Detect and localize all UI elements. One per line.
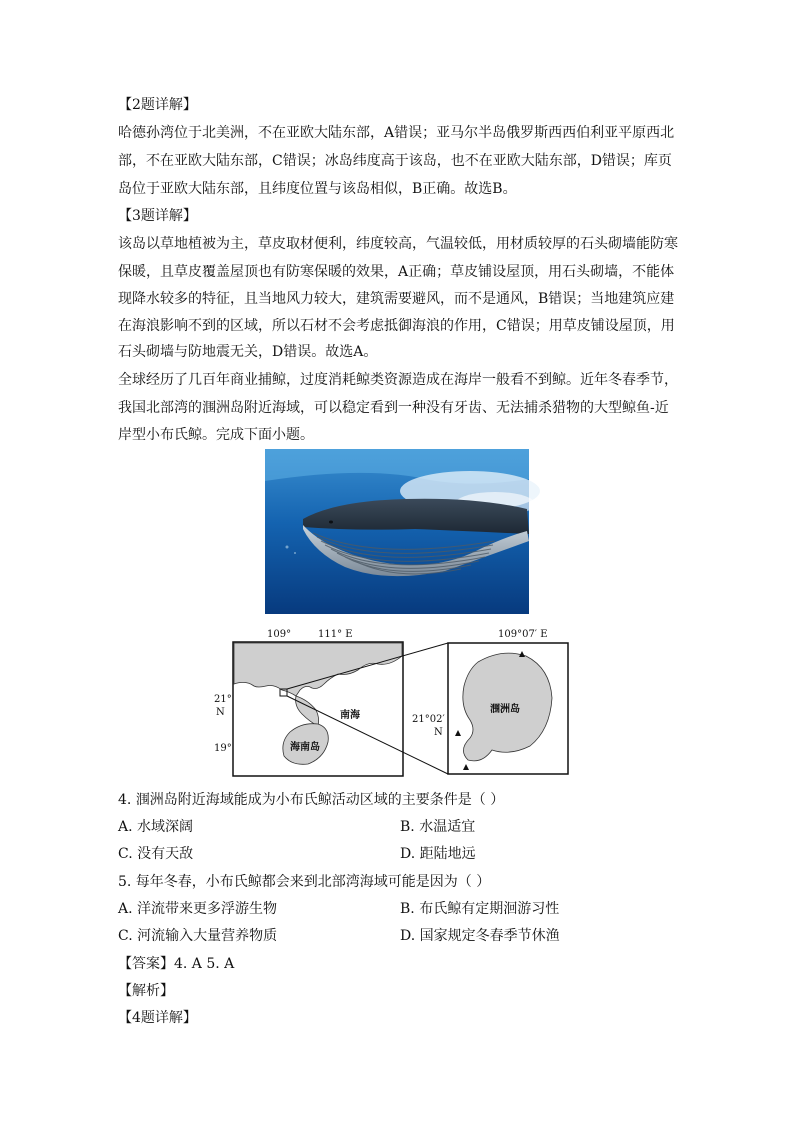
paragraph-line: 现降水较多的特征，且当地风力较大，建筑需要避风，而不是通风，B错误；当地建筑应建: [118, 291, 675, 307]
map-illustration: [214, 626, 570, 778]
section-heading-q3-detail: 【3题详解】: [118, 208, 197, 224]
map-lat-n-label: N: [216, 707, 225, 718]
passage-line: 全球经历了几百年商业捕鲸，过度消耗鲸类资源造成在海岸一般看不到鲸。近年冬春季节，: [118, 372, 678, 388]
whale-photo: [265, 449, 529, 614]
question-5-option-b: B. 布氏鲸有定期洄游习性: [400, 901, 560, 917]
question-5-option-d: D. 国家规定冬春季节休渔: [400, 928, 560, 944]
paragraph-line: 石头砌墙与防地震无关，D错误。故选A。: [118, 344, 378, 360]
map-right-lon-label: 109°07′ E: [498, 629, 548, 640]
hainan-island-label: 海南岛: [290, 742, 320, 753]
question-4-stem: 4. 涠洲岛附近海域能成为小布氏鲸活动区域的主要条件是（ ）: [118, 792, 505, 808]
answer-line: 【答案】4. A 5. A: [118, 956, 235, 972]
paragraph-line: 在海浪影响不到的区域，所以石材不会考虑抵御海浪的作用，C错误；用草皮铺设屋顶，用: [118, 318, 675, 334]
question-4-option-c: C. 没有天敌: [118, 846, 194, 862]
weizhou-island-label: 涠洲岛: [490, 704, 520, 715]
location-map: [214, 626, 570, 778]
question-4-option-d: D. 距陆地远: [400, 846, 476, 862]
passage-line: 我国北部湾的涠洲岛附近海域，可以稳定看到一种没有牙齿、无法捕杀猎物的大型鲸鱼-近: [118, 400, 669, 416]
paragraph-line: 岛位于亚欧大陆东部，且纬度位置与该岛相似，B正确。故选B。: [118, 181, 517, 197]
q4-detail-heading: 【4题详解】: [118, 1010, 197, 1026]
question-4-option-b: B. 水温适宜: [400, 819, 476, 835]
whale-photo-illustration: [265, 449, 529, 614]
map-lon-111-label: 111° E: [318, 629, 353, 640]
nanhai-label: 南海: [340, 710, 360, 721]
map-lat-19-label: 19°: [214, 743, 232, 754]
question-5-option-a: A. 洋流带来更多浮游生物: [118, 901, 278, 917]
passage-line: 岸型小布氏鲸。完成下面小题。: [118, 427, 314, 443]
question-5-stem: 5. 每年冬春，小布氏鲸都会来到北部湾海域可能是因为（ ）: [118, 874, 491, 890]
map-lon-109-label: 109°: [267, 629, 292, 640]
question-5-option-c: C. 河流输入大量营养物质: [118, 928, 278, 944]
map-lat-21-label: 21°: [214, 694, 232, 705]
paragraph-line: 保暖，且草皮覆盖屋顶也有防寒保暖的效果，A正确；草皮铺设屋顶，用石头砌墙，不能体: [118, 264, 675, 280]
paragraph-line: 该岛以草地植被为主，草皮取材便利，纬度较高，气温较低，用材质较厚的石头砌墙能防寒: [118, 236, 678, 252]
analysis-heading: 【解析】: [118, 983, 174, 999]
paragraph-line: 部，不在亚欧大陆东部，C错误；冰岛纬度高于该岛，也不在亚欧大陆东部，D错误；库页: [118, 153, 672, 169]
section-heading-q2-detail: 【2题详解】: [118, 97, 197, 113]
map-right-lat-label: 21°02′: [412, 714, 445, 725]
question-4-option-a: A. 水域深阔: [118, 819, 194, 835]
paragraph-line: 哈德孙湾位于北美洲，不在亚欧大陆东部，A错误；亚马尔半岛俄罗斯西西伯利亚平原西北: [118, 125, 675, 141]
map-right-lat-n-label: N: [434, 727, 443, 738]
